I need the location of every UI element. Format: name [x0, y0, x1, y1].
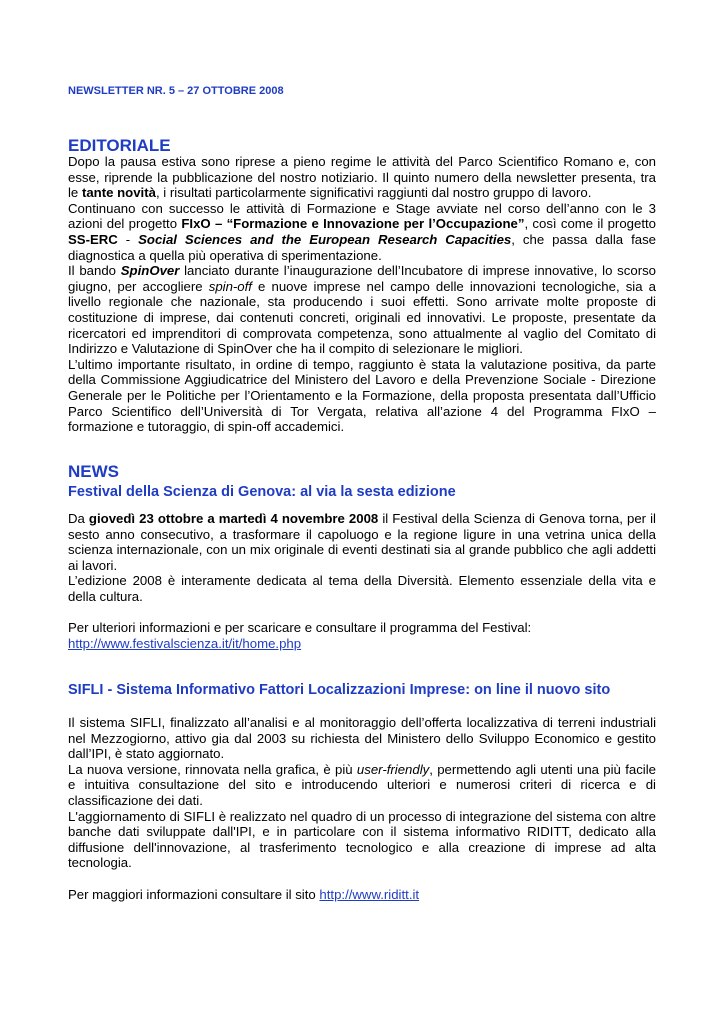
riditt-link[interactable]: http://www.riditt.it [319, 886, 420, 902]
news-paragraph: Il sistema SIFLI, finalizzato all’analisi e al monitoraggio dell’offerta localizzativa di terreni industriali nel Mezzogiorno, attivo gia dal 2003 su richiesta del Ministero dello Sviluppo Economico e gestito dall’IPI, è stato aggiornato. [68, 715, 656, 762]
news-item-title: Festival della Scienza di Genova: al via la sesta edizione [68, 484, 456, 500]
editoriale-paragraph: L’ultimo importante risultato, in ordine di tempo, raggiunto è stata la valutazione positiva, da parte della Commissione Aggiudicatrice del Ministero del Lavoro e della Prevenzione Sociale - Direzione Generale per le Politiche per l’Orientamento e la Formazione, della proposta presentata dall’Ufficio Parco Scientifico dell’Università di Tor Vergata, relativa all’azione 4 del Programma FIxO – formazione e tutoraggio, di spin-off accademici. [68, 356, 656, 435]
news-item-title: SIFLI - Sistema Informativo Fattori Localizzazioni Imprese: on line il nuovo sito [68, 682, 611, 698]
editoriale-paragraph: Dopo la pausa estiva sono riprese a pieno regime le attività del Parco Scientifico Romano e, con esse, riprende la pubblicazione del nostro notiziario. Il quinto numero della newsletter presenta, tra le tante novità, i risultati particolarmente significativi raggiunti dal nostro gruppo di lavoro. [68, 154, 656, 201]
news-paragraph: La nuova versione, rinnovata nella grafica, è più user-friendly, permettendo agli utenti una più facile e intuitiva consultazione del sito e introducendo ulteriori e numerosi criteri di ricerca e di classificazione dei dati. [68, 761, 656, 808]
news-paragraph: Per ulteriori informazioni e per scaricare e consultare il programma del Festival: [68, 620, 532, 636]
newsletter-header: NEWSLETTER NR. 5 – 27 OTTOBRE 2008 [68, 85, 284, 97]
news-paragraph: Da giovedì 23 ottobre a martedì 4 novembre 2008 il Festival della Scienza di Genova torna, per il sesto anno consecutivo, a trasformare il capoluogo e la regione ligure in una vetrina unica della scienza internazionale, con un mix originale di eventi destinati sia al grande pubblico che agli addetti ai lavori. [68, 511, 656, 573]
news-item-body [68, 715, 656, 902]
news-paragraph: Per maggiori informazioni consultare il sito http://www.riditt.it [68, 886, 420, 902]
editoriale-heading: EDITORIALE [68, 136, 171, 155]
news-paragraph: L'aggiornamento di SIFLI è realizzato nel quadro di un processo di integrazione del sistema con altre banche dati sviluppate dall'IPI, e in particolare con il sistema informativo RIDITT, dedicato alla diffusione dell'innovazione, al trasferimento tecnologico e alla creazione di imprese ad alta tecnologia. [68, 808, 656, 871]
news-item-body [68, 511, 656, 651]
festival-link[interactable]: http://www.festivalscienza.it/it/home.php [68, 635, 302, 651]
editoriale-paragraph: Il bando SpinOver lanciato durante l’inaugurazione dell’Incubatore di imprese innovative, lo scorso giugno, per accogliere spin-off e nuove imprese nel campo delle innovazioni tecnologiche, sia a livello regionale che nazionale, sta producendo i suoi effetti. Sono arrivate molte proposte di costituzione di imprese, dai contenuti concreti, originali ed innovativi. Le proposte, presentate da ricercatori ed imprenditori di comprovata competenza, sono attualmente al vaglio del Comitato di Indirizzo e Valutazione di SpinOver che ha il compito di selezionare le migliori. [68, 263, 657, 357]
news-heading: NEWS [68, 462, 119, 481]
editoriale-paragraph: Continuano con successo le attività di Formazione e Stage avviate nel corso dell’anno con le 3 azioni del progetto FIxO – “Formazione e Innovazione per l’Occupazione”, così come il progetto SS-ERC - Social Sciences and the European Research Capacities, che passa dalla fase diagnostica a quella più operativa di sperimentazione. [68, 200, 656, 263]
news-paragraph: L’edizione 2008 è interamente dedicata al tema della Diversità. Elemento essenziale della vita e della cultura. [68, 573, 656, 604]
editoriale-body [68, 154, 656, 435]
